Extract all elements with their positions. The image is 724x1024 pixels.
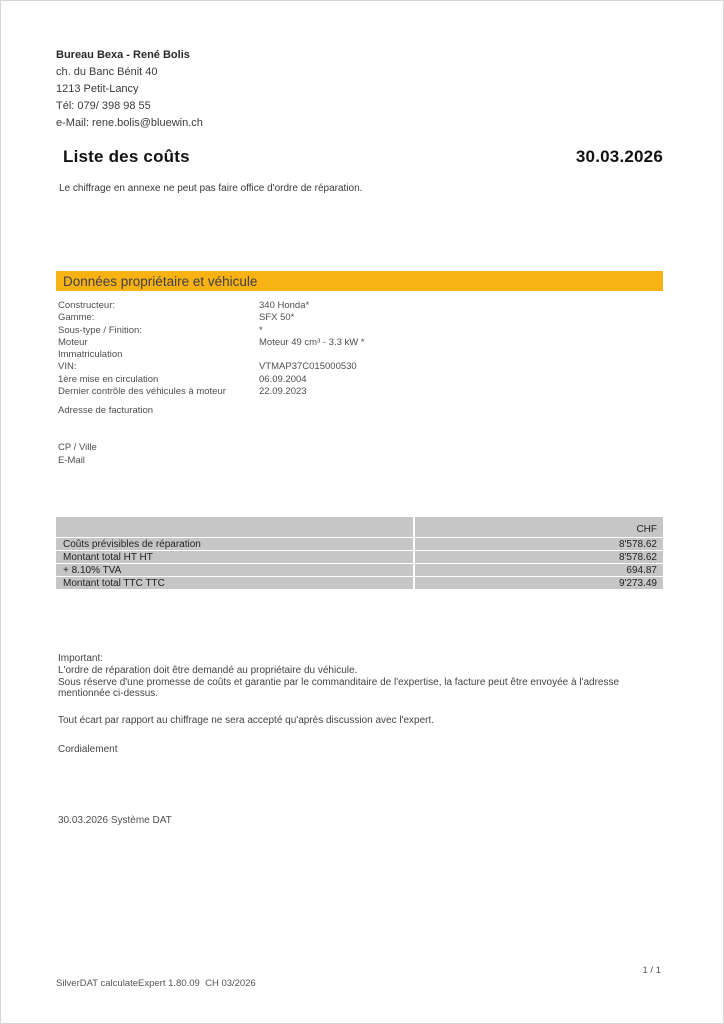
field-row-dernier-controle: [58, 386, 658, 398]
vehicle-data-fields: [58, 300, 658, 398]
totals-table-header-row: [56, 517, 663, 537]
field-row-immatriculation: [58, 349, 658, 361]
important-line-1: L'ordre de réparation doit être demandé au propriétaire du véhicule.: [58, 664, 358, 676]
field-row-gamme: [58, 312, 658, 324]
billing-address-fields: [58, 441, 97, 467]
billing-address-heading: Adresse de facturation: [58, 405, 154, 416]
field-value: SFX 50*: [259, 312, 295, 324]
field-row-premiere-mise: [58, 374, 658, 386]
title-row: [56, 147, 663, 167]
field-label: Dernier contrôle des véhicules à moteur: [58, 386, 226, 398]
field-value: [259, 349, 658, 361]
field-value: Moteur 49 cm³ - 3.3 kW *: [259, 336, 365, 348]
totals-table: [56, 517, 663, 590]
table-row-label: Montant total HT HT: [56, 551, 413, 563]
field-row-moteur: [58, 337, 658, 349]
system-date-line: 30.03.2026 Système DAT: [58, 815, 172, 826]
section-header-label: Données propriétaire et véhicule: [63, 273, 258, 289]
table-row-label: Coûts prévisibles de réparation: [56, 538, 413, 550]
field-label: Immatriculation: [58, 349, 123, 361]
field-value: VTMAP37C015000530: [259, 361, 357, 373]
footer-software-version: SilverDAT calculateExpert 1.80.09 CH 03/2026: [56, 978, 256, 989]
page-number: 1 / 1: [642, 965, 661, 976]
field-value: 22.09.2023: [259, 386, 307, 398]
sender-email: e-Mail: rene.bolis@bluewin.ch: [56, 117, 203, 129]
important-notes-block: [58, 653, 665, 700]
document-title: Liste des coûts: [63, 147, 190, 166]
table-row-couts-previsibles: [56, 538, 663, 550]
important-line-2: Sous réserve d'une promesse de coûts et garantie par le commanditaire de l'expertise, la facture peut être envoyée à l'adresse mentionnée ci-dessus.: [58, 676, 620, 700]
field-value: 340 Honda*: [259, 300, 310, 311]
totals-header-empty-cell: [56, 517, 413, 537]
disclaimer-text: Le chiffrage en annexe ne peut pas faire office d'ordre de réparation.: [59, 183, 363, 194]
table-row-tva: [56, 564, 663, 576]
closing-text: Cordialement: [58, 744, 118, 755]
billing-field-email: E-Mail: [58, 455, 85, 466]
sender-address-block: [56, 47, 203, 132]
table-row-montant-ttc: [56, 577, 663, 589]
field-label: Constructeur:: [58, 300, 116, 311]
field-row-sous-type: [58, 325, 658, 337]
table-row-value: 8'578.62: [415, 551, 663, 563]
field-label: VIN:: [58, 361, 77, 373]
field-row-vin: [58, 361, 658, 373]
document-date: 30.03.2026: [575, 147, 663, 166]
sender-city: 1213 Petit-Lancy: [56, 83, 139, 95]
sender-phone: Tél: 079/ 398 98 55: [56, 100, 151, 112]
field-value: *: [259, 324, 263, 336]
sender-name: Bureau Bexa - René Bolis: [56, 49, 190, 61]
section-header-banner: [56, 271, 663, 291]
table-row-montant-ht: [56, 551, 663, 563]
field-row-constructeur: [58, 300, 658, 312]
table-row-label: Montant total TTC TTC: [56, 577, 413, 589]
field-label: Moteur: [58, 336, 88, 348]
table-row-label: + 8.10% TVA: [56, 564, 413, 576]
table-row-value: 8'578.62: [415, 538, 663, 550]
table-row-value: 694.87: [415, 564, 663, 576]
field-label: Gamme:: [58, 312, 95, 324]
totals-currency-header: CHF: [415, 517, 663, 537]
sender-street: ch. du Banc Bénit 40: [56, 66, 158, 78]
deviation-note: Tout écart par rapport au chiffrage ne sera accepté qu'après discussion avec l'expert.: [58, 715, 435, 726]
table-row-value: 9'273.49: [415, 577, 663, 589]
field-label: Sous-type / Finition:: [58, 324, 142, 336]
field-value: 06.09.2004: [259, 373, 307, 385]
field-label: 1ère mise en circulation: [58, 373, 159, 385]
important-heading: Important:: [58, 653, 104, 664]
billing-field-cp-ville: CP / Ville: [58, 442, 97, 453]
